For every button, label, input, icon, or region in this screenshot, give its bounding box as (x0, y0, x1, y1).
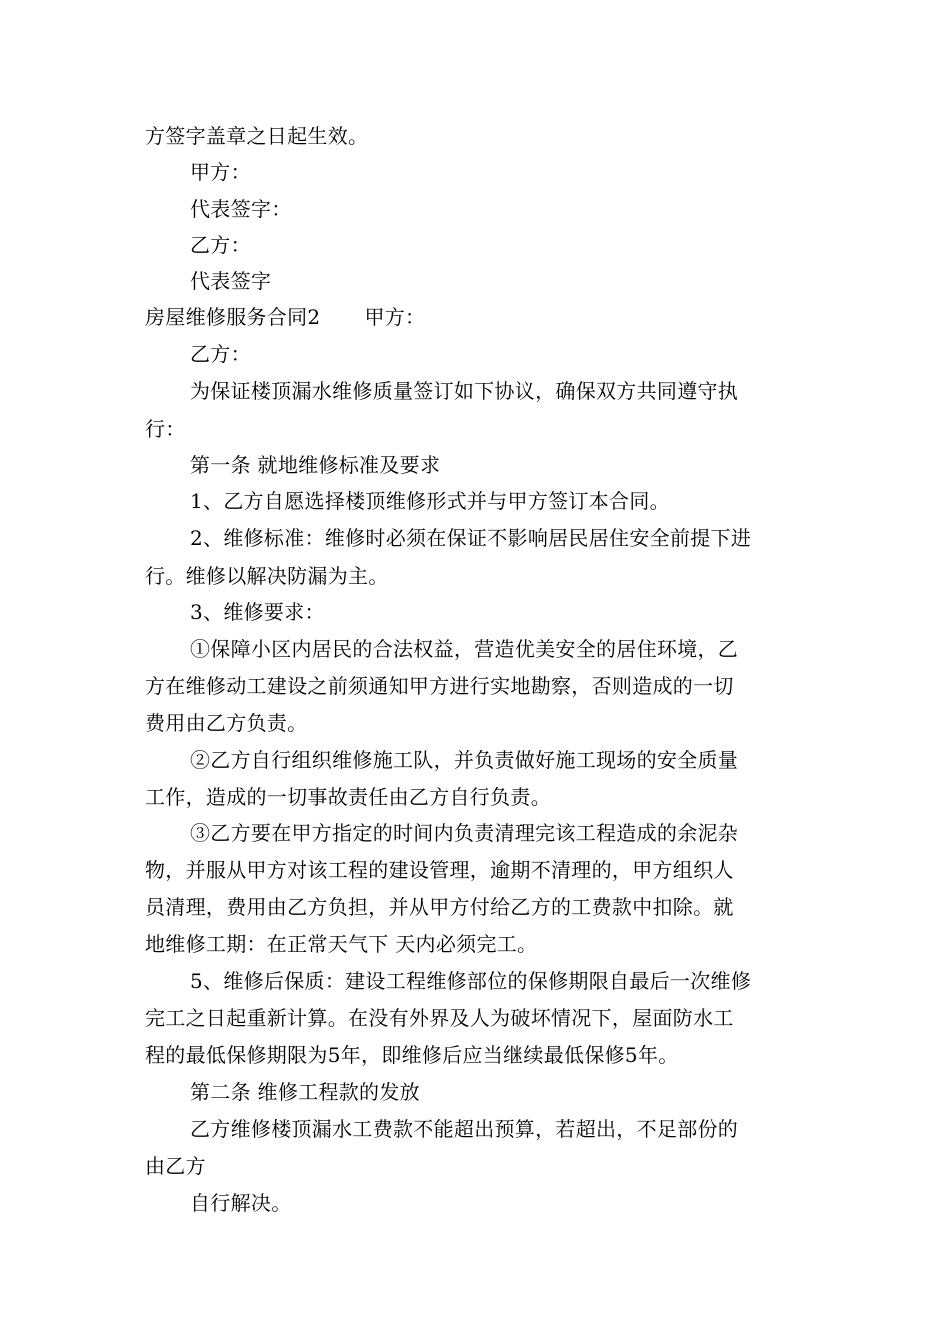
contract-title-line (145, 305, 425, 329)
party-a-label: 甲方： (364, 305, 426, 329)
text-line: 1、乙方自愿选择楼顶维修形式并与甲方签订本合同。 (190, 489, 670, 513)
text-line: 地维修工期：在正常天气下 天内必须完工。 (145, 932, 538, 956)
text-line: ③乙方要在甲方指定的时间内负责清理完该工程造成的余泥杂 (190, 821, 739, 845)
text-line: 乙方维修楼顶漏水工费款不能超出预算，若超出，不足部份的 (190, 1117, 739, 1141)
text-line: 物，并服从甲方对该工程的建设管理，逾期不清理的，甲方组织人 (145, 858, 734, 882)
text-line: 方在维修动工建设之前须通知甲方进行实地勘察，否则造成的一切 (145, 674, 734, 698)
text-line: 自行解决。 (190, 1191, 292, 1215)
text-line: 5、维修后保质：建设工程维修部位的保修期限自最后一次维修 (190, 969, 752, 993)
text-line: 甲方： (190, 160, 251, 184)
text-line: 2、维修标准：维修时必须在保证不影响居民居住安全前提下进 (190, 526, 752, 550)
section-heading: 第一条 就地维修标准及要求 (190, 453, 441, 477)
section-heading: 第二条 维修工程款的发放 (190, 1080, 420, 1104)
text-line: 程的最低保修期限为5年，即维修后应当继续最低保修5年。 (145, 1043, 679, 1067)
text-line: 代表签字： (190, 197, 292, 221)
text-line: 代表签字 (190, 269, 272, 293)
text-line: 为保证楼顶漏水维修质量签订如下协议，确保双方共同遵守执 (190, 379, 739, 403)
text-line: 行。维修以解决防漏为主。 (145, 564, 389, 588)
text-line: 由乙方 (145, 1154, 206, 1178)
text-line: 3、维修要求： (190, 600, 325, 624)
text-line: 工作，造成的一切事故责任由乙方自行负责。 (145, 785, 551, 809)
text-line: 费用由乙方负责。 (145, 711, 308, 735)
text-line: 乙方： (190, 342, 251, 366)
text-line: 完工之日起重新计算。在没有外界及人为破坏情况下，屋面防水工 (145, 1006, 734, 1030)
text-line: ②乙方自行组织维修施工队，并负责做好施工现场的安全质量 (190, 748, 739, 772)
contract-title: 房屋维修服务合同2 (145, 305, 321, 329)
text-line: ①保障小区内居民的合法权益，营造优美安全的居住环境，乙 (190, 637, 739, 661)
text-line: 行： (145, 417, 186, 441)
text-line: 方签字盖章之日起生效。 (145, 124, 369, 148)
text-line: 乙方： (190, 233, 251, 257)
text-line: 员清理，费用由乙方负担，并从甲方付给乙方的工费款中扣除。就 (145, 895, 734, 919)
